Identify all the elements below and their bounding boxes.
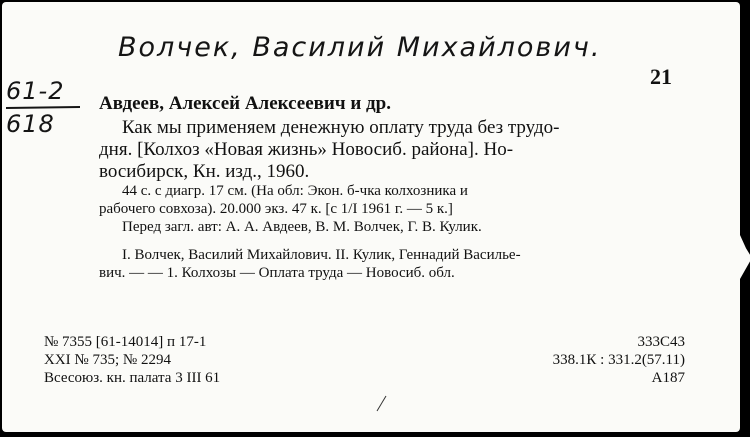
udc-code: 338.1К : 331.2(57.11) [552, 352, 685, 368]
footer-registration: XXI № 735; № 2294 [44, 352, 171, 368]
card-number: 21 [650, 64, 672, 89]
shelf-mark-top: 61-2 [6, 77, 65, 105]
tracing-line-2: вич. — — 1. Колхозы — Оплата труда — Новосиб. обл. [99, 265, 455, 281]
pen-mark [374, 394, 388, 414]
tracing-line-1: I. Волчек, Василий Михайлович. II. Кулик, Геннадий Васильe- [122, 247, 521, 263]
catalog-card [2, 2, 740, 432]
handwritten-heading: Волчек, Василий Михайлович. [118, 32, 602, 63]
punch-hole [740, 235, 750, 279]
title-line-2: дня. [Колхоз «Новая жизнь» Новосиб. района]. Но- [99, 139, 514, 160]
title-line-1: Как мы применяем денежную оплату труда без трудо- [122, 117, 560, 138]
author-mark: А187 [651, 370, 685, 386]
description-line-3: Перед загл. авт: А. А. Авдеев, В. М. Волчек, Г. В. Кулик. [122, 219, 482, 235]
author-heading: Авдеев, Алексей Алексеевич и др. [99, 93, 391, 114]
footer-chamber-date: Всесоюз. кн. палата 3 III 61 [44, 370, 221, 386]
description-line-2: рабочего совхоза). 20.000 экз. 47 к. [с 1/I 1961 г. — 5 к.] [99, 201, 453, 217]
description-line-1: 44 с. с диагр. 17 см. (На обл: Экон. б-чка колхозника и [122, 183, 468, 199]
classification-code: 333C43 [637, 334, 685, 350]
shelf-mark-bottom: 618 [6, 110, 55, 138]
title-line-3: восибирск, Кн. изд., 1960. [99, 161, 310, 182]
footer-accession: № 7355 [61-14014] п 17-1 [44, 334, 207, 350]
